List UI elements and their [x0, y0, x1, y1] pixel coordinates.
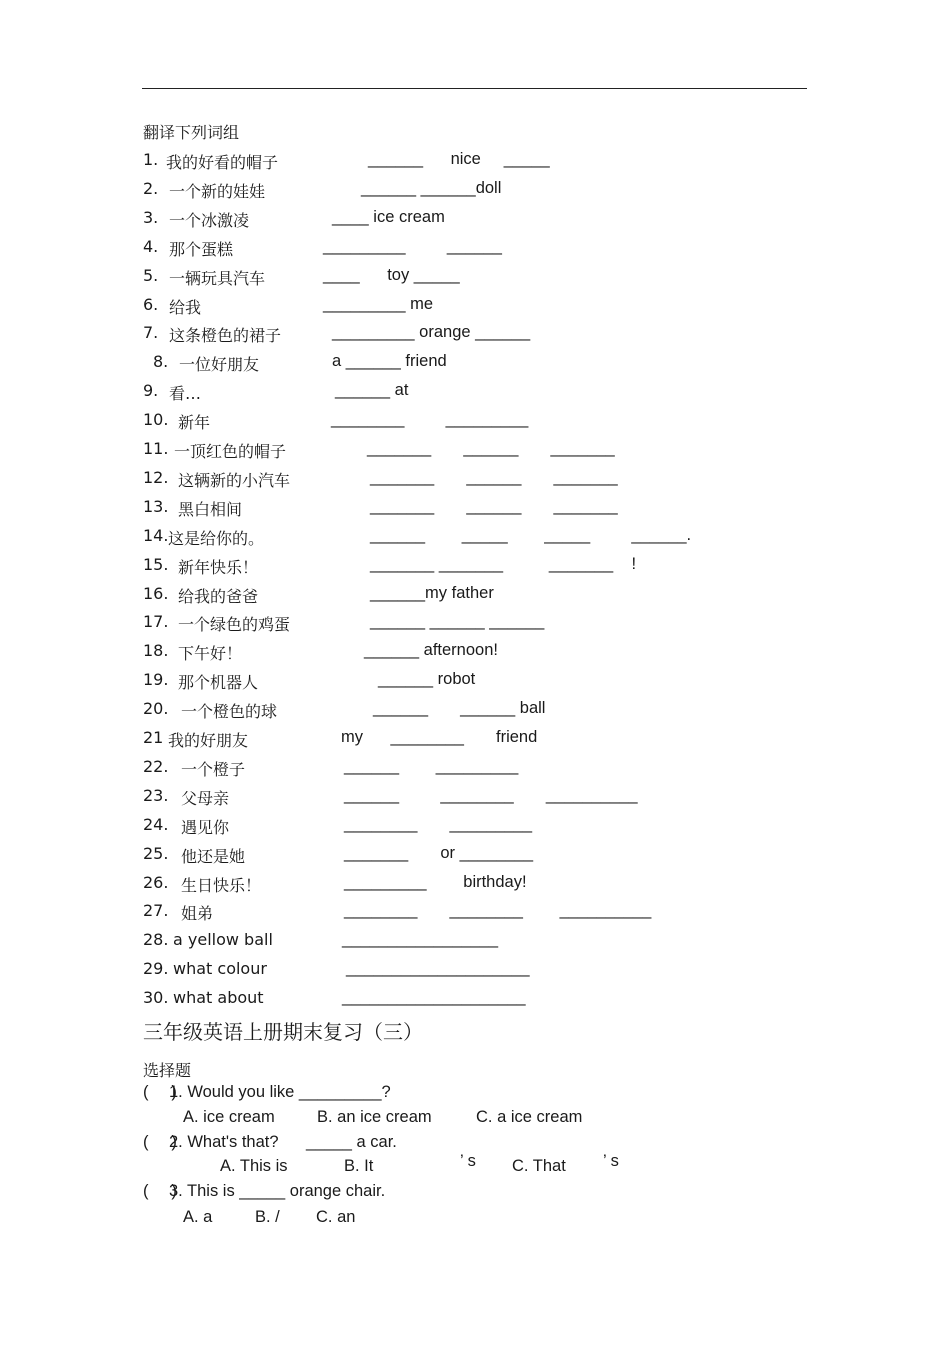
item-answer-blanks[interactable]: a ______ friend — [332, 352, 447, 371]
item-prompt: what colour — [173, 959, 267, 979]
question-1-option-a: A. ice cream — [183, 1108, 275, 1126]
translation-item — [0, 815, 950, 841]
item-answer-blanks[interactable]: ____ toy _____ — [323, 265, 460, 284]
item-prompt: 给我的爸爸 — [178, 586, 259, 606]
item-number: 27. — [143, 901, 169, 921]
translation-item — [0, 266, 950, 292]
question-2-option-c: C. That — [512, 1157, 566, 1175]
translation-item — [0, 352, 950, 378]
item-number: 12. — [143, 467, 169, 487]
item-prompt: 姐弟 — [181, 904, 214, 924]
item-number: 16. — [143, 583, 169, 603]
translation-item — [0, 584, 950, 610]
item-answer-blanks[interactable]: ______ _________ — [344, 756, 519, 775]
item-answer-blanks[interactable]: ______ ________ __________ — [344, 785, 638, 804]
item-prompt: 一个橙色的球 — [181, 702, 278, 722]
item-prompt: 他还是她 — [181, 846, 246, 866]
item-number: 26. — [143, 872, 169, 892]
item-prompt: 我的好看的帽子 — [166, 153, 279, 172]
item-number: 8. — [153, 352, 169, 372]
review-title: 三年级英语上册期末复习（三） — [143, 1020, 423, 1044]
item-prompt: 下午好！ — [178, 644, 243, 664]
item-number: 29. — [143, 959, 169, 979]
item-number: 10. — [143, 410, 169, 430]
item-prompt: 一个绿色的鸡蛋 — [178, 615, 291, 635]
item-answer-blanks[interactable]: _______ _______ _______ ! — [370, 554, 637, 573]
item-answer-blanks[interactable]: _______ or ________ — [344, 843, 533, 862]
item-number: 2. — [143, 178, 159, 198]
item-number: 30. — [143, 988, 169, 1008]
item-prompt: 看… — [169, 384, 202, 404]
item-prompt: 一个冰激凌 — [169, 210, 250, 230]
item-prompt: 这辆新的小汽车 — [178, 470, 291, 490]
item-prompt: 一个新的娃娃 — [169, 181, 266, 201]
item-prompt: 这是给你的。 — [168, 528, 265, 548]
question-1-text: 1. Would you like _________? — [169, 1083, 391, 1101]
translation-item — [0, 959, 950, 985]
item-answer-blanks[interactable]: _________ ______ — [323, 236, 502, 255]
header-rule — [142, 88, 807, 89]
question-2-paren[interactable]: ( ) — [143, 1133, 177, 1151]
translation-item — [0, 381, 950, 407]
item-number: 7. — [143, 323, 159, 343]
item-prompt: 我的好朋友 — [168, 731, 249, 750]
item-number: 11. — [143, 439, 169, 458]
question-3-option-c: C. an — [316, 1208, 356, 1226]
translation-item — [0, 323, 950, 349]
translation-item — [0, 873, 950, 899]
item-number: 1. — [143, 150, 159, 169]
item-number-inline: 14. — [143, 525, 169, 545]
item-prompt: 一顶红色的帽子 — [174, 442, 287, 461]
translation-item — [0, 699, 950, 725]
item-prompt: 生日快乐！ — [181, 875, 262, 895]
item-number: 5. — [143, 265, 159, 285]
item-answer-blanks[interactable]: _________ me — [323, 294, 434, 313]
item-answer-blanks[interactable]: _______ ______ _______ — [370, 496, 618, 515]
question-3-option-a: A. a — [183, 1208, 213, 1226]
item-prompt: 给我 — [169, 297, 202, 317]
item-answer-blanks[interactable]: ____________________ — [342, 988, 526, 1007]
item-prompt: 一位好朋友 — [179, 355, 260, 375]
translation-item — [0, 641, 950, 667]
question-2-option-a: A. This is — [220, 1157, 288, 1175]
item-answer-blanks[interactable]: ____ ice cream — [332, 207, 445, 226]
item-answer-blanks[interactable]: ________ ________ __________ — [344, 901, 652, 920]
item-answer-blanks[interactable]: ________ _________ — [331, 410, 529, 429]
translation-item — [0, 757, 950, 783]
translation-item — [0, 468, 950, 494]
item-prompt: 那个机器人 — [178, 673, 259, 693]
section-title-translate: 翻译下列词组 — [143, 123, 240, 142]
item-number: 4. — [143, 236, 159, 256]
translation-item — [0, 728, 950, 754]
question-2-option-c-suffix: ’ s — [603, 1152, 619, 1170]
item-prompt: 新年快乐！ — [178, 557, 259, 577]
item-number: 21 — [143, 728, 164, 747]
item-answer-blanks[interactable]: my ________ friend — [341, 728, 538, 746]
translation-item — [0, 237, 950, 263]
item-number: 3. — [143, 207, 159, 227]
item-prompt: what about — [173, 988, 264, 1008]
question-1-paren[interactable]: ( ) — [143, 1083, 177, 1101]
item-answer-blanks[interactable]: _________________ — [342, 930, 499, 949]
item-number: 23. — [143, 785, 169, 805]
translation-item — [0, 555, 950, 581]
translation-item — [0, 439, 950, 465]
item-number: 28. — [143, 930, 169, 950]
translation-item — [0, 410, 950, 436]
item-number: 19. — [143, 670, 169, 690]
item-answer-blanks[interactable]: ______ at — [335, 381, 409, 400]
translation-item — [0, 497, 950, 523]
item-prompt: 父母亲 — [181, 788, 230, 808]
question-1-option-b: B. an ice cream — [317, 1108, 432, 1126]
item-number: 17. — [143, 612, 169, 632]
item-number: 22. — [143, 756, 169, 776]
translation-item — [0, 930, 950, 956]
question-2-option-b-suffix: ’ s — [460, 1152, 476, 1170]
item-answer-blanks[interactable]: _________ birthday! — [344, 872, 527, 891]
item-prompt: 遇见你 — [181, 817, 230, 837]
question-2-text: 2. What's that? _____ a car. — [169, 1133, 397, 1151]
translation-item — [0, 988, 950, 1014]
translation-item — [0, 844, 950, 870]
item-answer-blanks[interactable]: ______ _____ _____ ______. — [370, 525, 692, 544]
item-answer-blanks[interactable]: ______ ______ ______ — [370, 612, 545, 631]
item-prompt: 这条橙色的裙子 — [169, 326, 282, 346]
item-answer-blanks[interactable]: ______ nice _____ — [368, 150, 550, 168]
question-1-option-c: C. a ice cream — [476, 1108, 583, 1126]
item-prompt: 一辆玩具汽车 — [169, 268, 266, 288]
item-answer-blanks[interactable]: ______my father — [370, 583, 494, 602]
translation-item — [0, 526, 950, 552]
item-answer-blanks[interactable]: _______ ______ _______ — [367, 439, 615, 457]
item-number: 9. — [143, 381, 159, 401]
item-prompt: 新年 — [178, 413, 211, 433]
item-prompt: 黑白相间 — [178, 499, 243, 519]
question-3-option-b: B. / — [255, 1208, 280, 1226]
item-answer-blanks[interactable]: _________ orange ______ — [332, 323, 531, 342]
item-answer-blanks[interactable]: ______ ______ ball — [373, 699, 546, 718]
translation-item — [0, 670, 950, 696]
item-prompt: 一个橙子 — [181, 759, 246, 779]
question-3-text: 3. This is _____ orange chair. — [169, 1182, 386, 1200]
item-number: 6. — [143, 294, 159, 314]
item-answer-blanks[interactable]: ______ robot — [378, 670, 476, 689]
item-prompt: 那个蛋糕 — [169, 239, 234, 259]
item-number: 20. — [143, 699, 169, 719]
translation-item — [0, 295, 950, 321]
section-title-choice: 选择题 — [143, 1061, 192, 1080]
item-prompt: a yellow ball — [173, 930, 273, 950]
question-2-option-b: B. It — [344, 1157, 374, 1175]
item-answer-blanks[interactable]: ____________________ — [346, 959, 530, 978]
item-number: 15. — [143, 554, 169, 574]
translation-item — [0, 179, 950, 205]
item-answer-blanks[interactable]: ________ _________ — [344, 814, 533, 833]
item-number: 24. — [143, 814, 169, 834]
translation-item — [0, 208, 950, 234]
question-3-paren[interactable]: ( ) — [143, 1182, 177, 1200]
translation-item — [0, 901, 950, 927]
item-answer-blanks[interactable]: ______ afternoon! — [364, 641, 498, 660]
item-number: 18. — [143, 641, 169, 661]
item-answer-blanks[interactable]: _______ ______ _______ — [370, 467, 618, 486]
item-number: 13. — [143, 496, 169, 516]
item-answer-blanks[interactable]: ______ ______doll — [361, 178, 502, 197]
translation-item — [0, 612, 950, 638]
translation-item — [0, 150, 950, 176]
item-number: 25. — [143, 843, 169, 863]
translation-item — [0, 786, 950, 812]
